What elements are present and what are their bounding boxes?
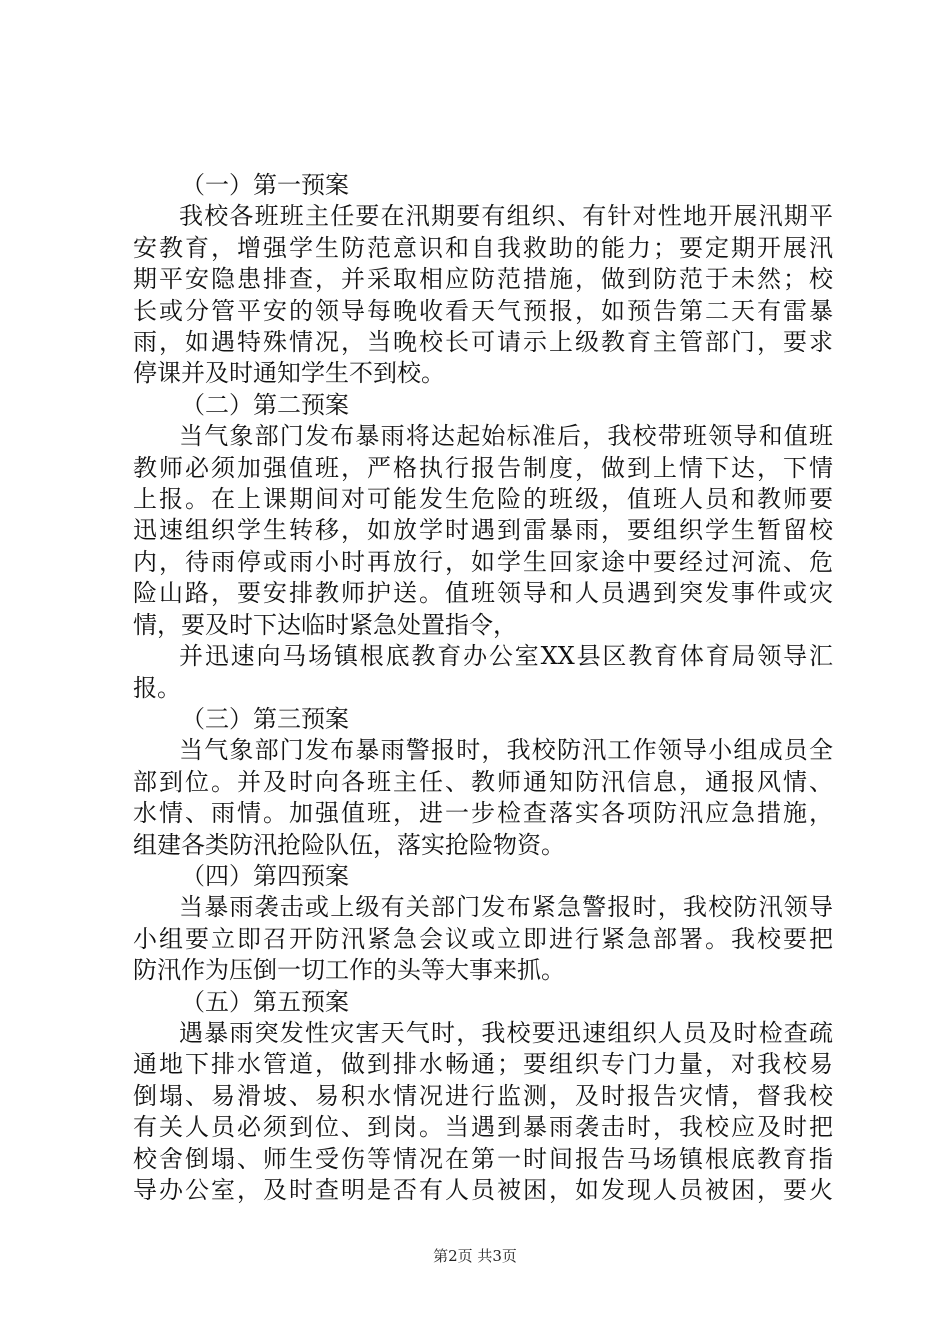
section-heading: （三）第三预案 <box>181 704 349 733</box>
paragraph-line: 安教育，增强学生防范意识和自我救助的能力；要定期开展汛 <box>133 233 833 262</box>
paragraph-line: 报。 <box>133 673 181 702</box>
paragraph-line: 期平安隐患排查，并采取相应防范措施，做到防范于未然；校 <box>133 265 833 294</box>
paragraph-line: 部到位。并及时向各班主任、教师通知防汛信息，通报风情、 <box>133 767 833 796</box>
paragraph-line: 导办公室，及时查明是否有人员被困，如发现人员被困，要火 <box>133 1176 833 1204</box>
paragraph-line: 险山路，要安排教师护送。值班领导和人员遇到突发事件或灾 <box>133 579 833 608</box>
paragraph-line: 防汛作为压倒一切工作的头等大事来抓。 <box>133 956 565 985</box>
paragraph-line: 倒塌、易滑坡、易积水情况进行监测，及时报告灾情，督我校 <box>133 1081 833 1110</box>
paragraph-line: 有关人员必须到位、到岗。当遇到暴雨袭击时，我校应及时把 <box>133 1113 833 1142</box>
paragraph-line: 我校各班班主任要在汛期要有组织、有针对性地开展汛期平 <box>179 202 833 231</box>
document-body <box>133 170 833 1206</box>
paragraph-line: 内，待雨停或雨小时再放行，如学生回家途中要经过河流、危 <box>133 547 833 576</box>
paragraph-line: 情，要及时下达临时紧急处置指令， <box>133 610 517 639</box>
paragraph-line: 长或分管平安的领导每晚收看天气预报，如预告第二天有雷暴 <box>133 296 833 325</box>
paragraph-line: 当气象部门发布暴雨警报时，我校防汛工作领导小组成员全 <box>179 736 833 765</box>
paragraph-line: 教师必须加强值班，严格执行报告制度，做到上情下达，下情 <box>133 453 833 482</box>
paragraph-line: 当气象部门发布暴雨将达起始标准后，我校带班领导和值班 <box>179 422 833 451</box>
page-footer: 第2页 共3页 <box>433 1247 517 1265</box>
paragraph-line: 通地下排水管道，做到排水畅通；要组织专门力量，对我校易 <box>133 1050 833 1079</box>
section-heading: （二）第二预案 <box>181 390 349 419</box>
paragraph-line: 迅速组织学生转移，如放学时遇到雷暴雨，要组织学生暂留校 <box>133 516 833 545</box>
paragraph-line: 校舍倒塌、师生受伤等情况在第一时间报告马场镇根底教育指 <box>133 1144 833 1173</box>
paragraph-line: 遇暴雨突发性灾害天气时，我校要迅速组织人员及时检查疏 <box>179 1018 833 1047</box>
section-heading: （一）第一预案 <box>181 171 349 199</box>
paragraph-line: 雨，如遇特殊情况，当晚校长可请示上级教育主管部门，要求 <box>133 328 833 357</box>
section-heading: （五）第五预案 <box>181 987 349 1016</box>
paragraph-line: 停课并及时通知学生不到校。 <box>133 359 445 388</box>
section-heading: （四）第四预案 <box>181 861 349 890</box>
paragraph-line: 上报。在上课期间对可能发生危险的班级，值班人员和教师要 <box>133 485 833 514</box>
paragraph-line: 当暴雨袭击或上级有关部门发布紧急警报时，我校防汛领导 <box>179 893 833 922</box>
paragraph-line: 组建各类防汛抢险队伍，落实抢险物资。 <box>133 830 565 859</box>
paragraph-line: 水情、雨情。加强值班，进一步检查落实各项防汛应急措施， <box>133 799 833 828</box>
paragraph-line: 小组要立即召开防汛紧急会议或立即进行紧急部署。我校要把 <box>133 924 833 953</box>
paragraph-line: 并迅速向马场镇根底教育办公室XX县区教育体育局领导汇 <box>179 642 833 671</box>
